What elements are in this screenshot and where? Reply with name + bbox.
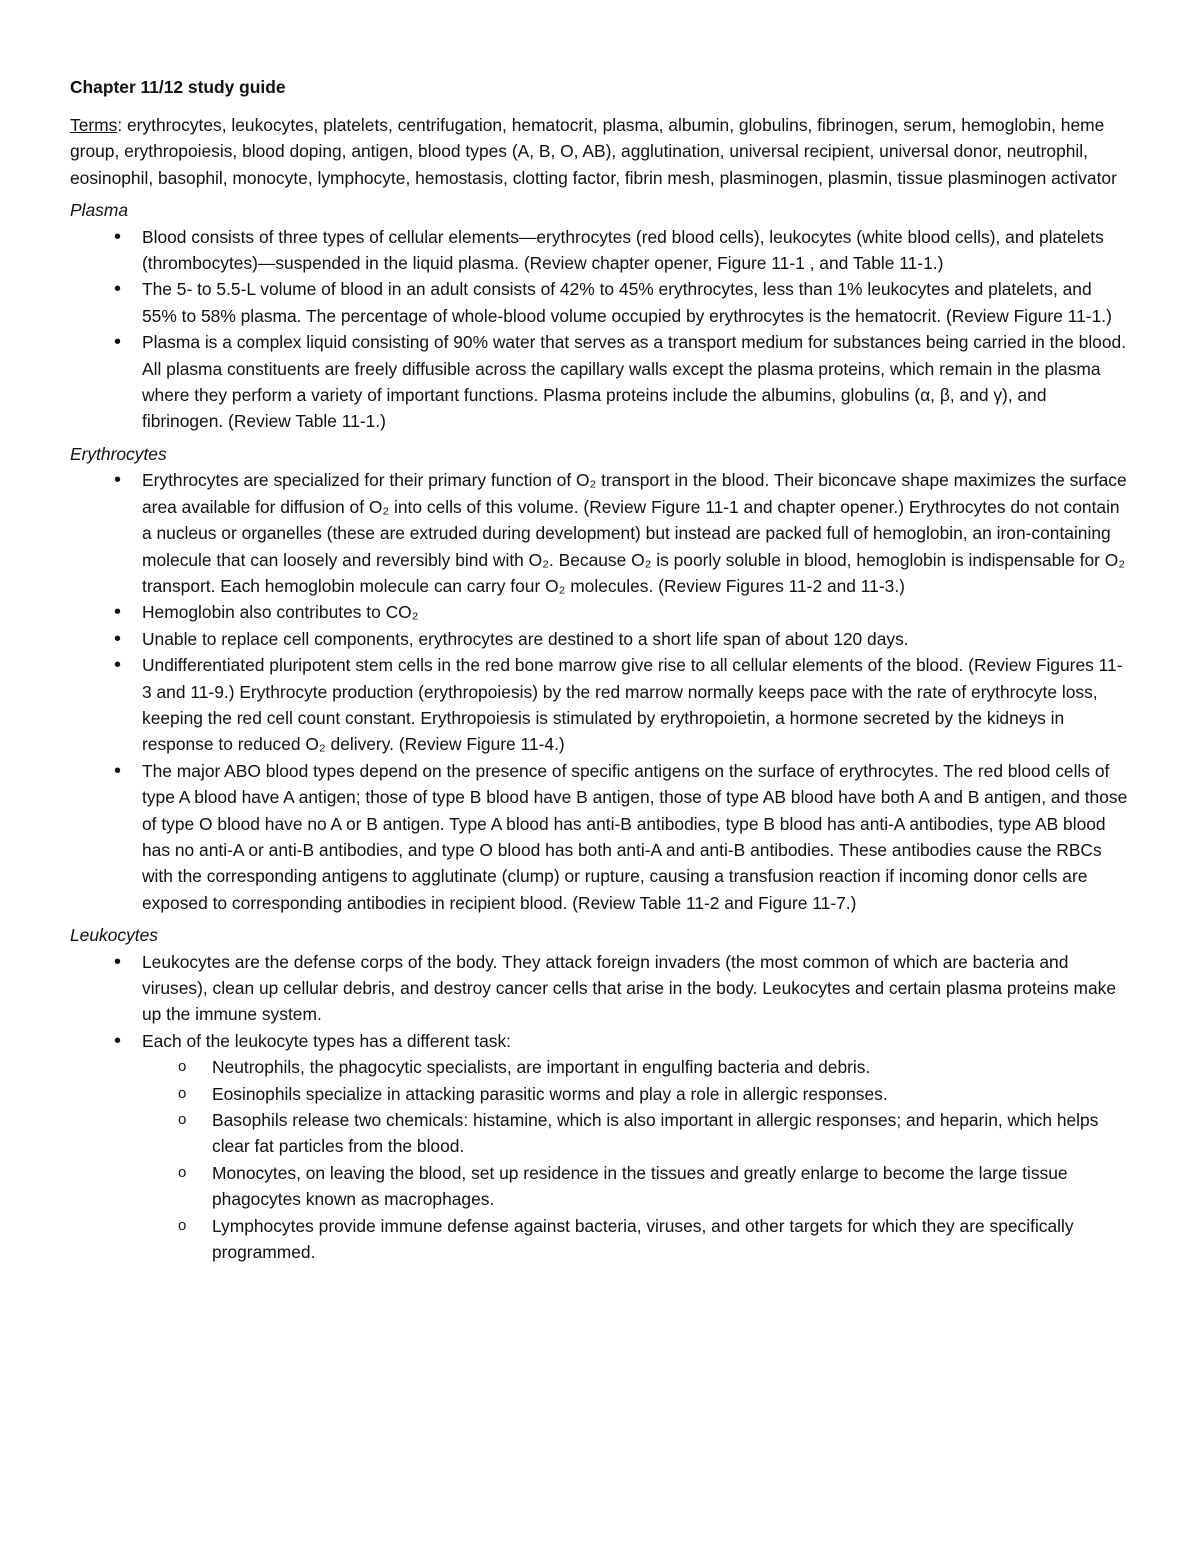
section-heading-plasma: Plasma bbox=[70, 200, 128, 221]
sub-list-item: o Eosinophils specialize in attacking parasitic worms and play a role in allergic responses. bbox=[142, 1081, 1130, 1107]
sub-list-item: o Neutrophils, the phagocytic specialists, are important in engulfing bacteria and debris. bbox=[142, 1054, 1130, 1080]
leukocytes-bullet-list bbox=[70, 949, 1130, 1266]
terms-label: Terms bbox=[70, 115, 118, 135]
list-item: • The 5- to 5.5-L volume of blood in an adult consists of 42% to 45% erythrocytes, less than 1% leukocytes and platelets, and 55% to 58% plasma. The percentage of whole-blood volume occupied by erythrocytes is the hematocrit. (Review Figure 11-1.) bbox=[70, 276, 1130, 329]
list-item: • Unable to replace cell components, erythrocytes are destined to a short life span of about 120 days. bbox=[70, 626, 1130, 652]
list-item: • Hemoglobin also contributes to CO₂ bbox=[70, 599, 1130, 625]
page-title: Chapter 11/12 study guide bbox=[70, 77, 286, 97]
list-item: • The major ABO blood types depend on the presence of specific antigens on the surface of erythrocytes. The red blood cells of type A blood have A antigen; those of type B blood have B antigen, those of type AB blood have both A and B antigen, and those of type O blood have no A or B antigen. Type A blood has anti-B antibodies, type B blood has anti-A antibodies, type AB blood has no anti-A or anti-B antibodies, and type O blood has both anti-A and anti-B antibodies. These antibodies cause the RBCs with the corresponding antigens to agglutinate (clump) or rupture, causing a transfusion reaction if incoming donor cells are exposed to corresponding antibodies in recipient blood. (Review Table 11-2 and Figure 11-7.) bbox=[70, 758, 1130, 916]
terms-list: : erythrocytes, leukocytes, platelets, centrifugation, hematocrit, plasma, albumin, globulins, fibrinogen, serum, hemoglobin, heme group, erythropoiesis, blood doping, antigen, blood types (A, B, O, AB), agglutination, universal recipient, universal donor, neutrophil, eosinophil, basophil, monocyte, lymphocyte, hemostasis, clotting factor, fibrin mesh, plasminogen, plasmin, tissue plasminogen activator bbox=[70, 115, 1117, 188]
sub-list-item: o Lymphocytes provide immune defense against bacteria, viruses, and other targets for which they are specifically programmed. bbox=[142, 1213, 1130, 1266]
terms-paragraph bbox=[70, 112, 1130, 191]
list-item: • Undifferentiated pluripotent stem cells in the red bone marrow give rise to all cellular elements of the blood. (Review Figures 11-3 and 11-9.) Erythrocyte production (erythropoiesis) by the red marrow normally keeps pace with the rate of erythrocyte loss, keeping the red cell count constant. Erythropoiesis is stimulated by erythropoietin, a hormone secreted by the kidneys in response to reduced O₂ delivery. (Review Figure 11-4.) bbox=[70, 652, 1130, 758]
list-item: • Blood consists of three types of cellular elements—erythrocytes (red blood cells), leukocytes (white blood cells), and platelets (thrombocytes)—suspended in the liquid plasma. (Review chapter opener, Figure 11-1 , and Table 11-1.) bbox=[70, 224, 1130, 277]
sub-list-item: o Monocytes, on leaving the blood, set up residence in the tissues and greatly enlarge to become the large tissue phagocytes known as macrophages. bbox=[142, 1160, 1130, 1213]
plasma-bullet-list bbox=[70, 224, 1130, 435]
erythrocytes-bullet-list bbox=[70, 467, 1130, 916]
sub-list-item: o Basophils release two chemicals: histamine, which is also important in allergic responses; and heparin, which helps clear fat particles from the blood. bbox=[142, 1107, 1130, 1160]
list-item: • Leukocytes are the defense corps of the body. They attack foreign invaders (the most common of which are bacteria and viruses), clean up cellular debris, and destroy cancer cells that arise in the body. Leukocytes and certain plasma proteins make up the immune system. bbox=[70, 949, 1130, 1028]
section-heading-leukocytes: Leukocytes bbox=[70, 925, 158, 946]
list-item: • Erythrocytes are specialized for their primary function of O₂ transport in the blood. Their biconcave shape maximizes the surface area available for diffusion of O₂ into cells of this volume. (Review Figure 11-1 and chapter opener.) Erythrocytes do not contain a nucleus or organelles (these are extruded during development) but instead are packed full of hemoglobin, an iron-containing molecule that can loosely and reversibly bind with O₂. Because O₂ is poorly soluble in blood, hemoglobin is indispensable for O₂ transport. Each hemoglobin molecule can carry four O₂ molecules. (Review Figures 11-2 and 11-3.) bbox=[70, 467, 1130, 599]
section-heading-erythrocytes: Erythrocytes bbox=[70, 443, 167, 464]
list-item-text: Each of the leukocyte types has a different task: bbox=[142, 1030, 511, 1051]
leukocyte-types-sublist bbox=[142, 1054, 1130, 1265]
list-item: • Plasma is a complex liquid consisting of 90% water that serves as a transport medium for substances being carried in the blood. All plasma constituents are freely diffusible across the capillary walls except the plasma proteins, which remain in the plasma where they perform a variety of important functions. Plasma proteins include the albumins, globulins (α, β, and γ), and fibrinogen. (Review Table 11-1.) bbox=[70, 329, 1130, 435]
list-item-leukocyte-types bbox=[70, 1028, 1130, 1266]
